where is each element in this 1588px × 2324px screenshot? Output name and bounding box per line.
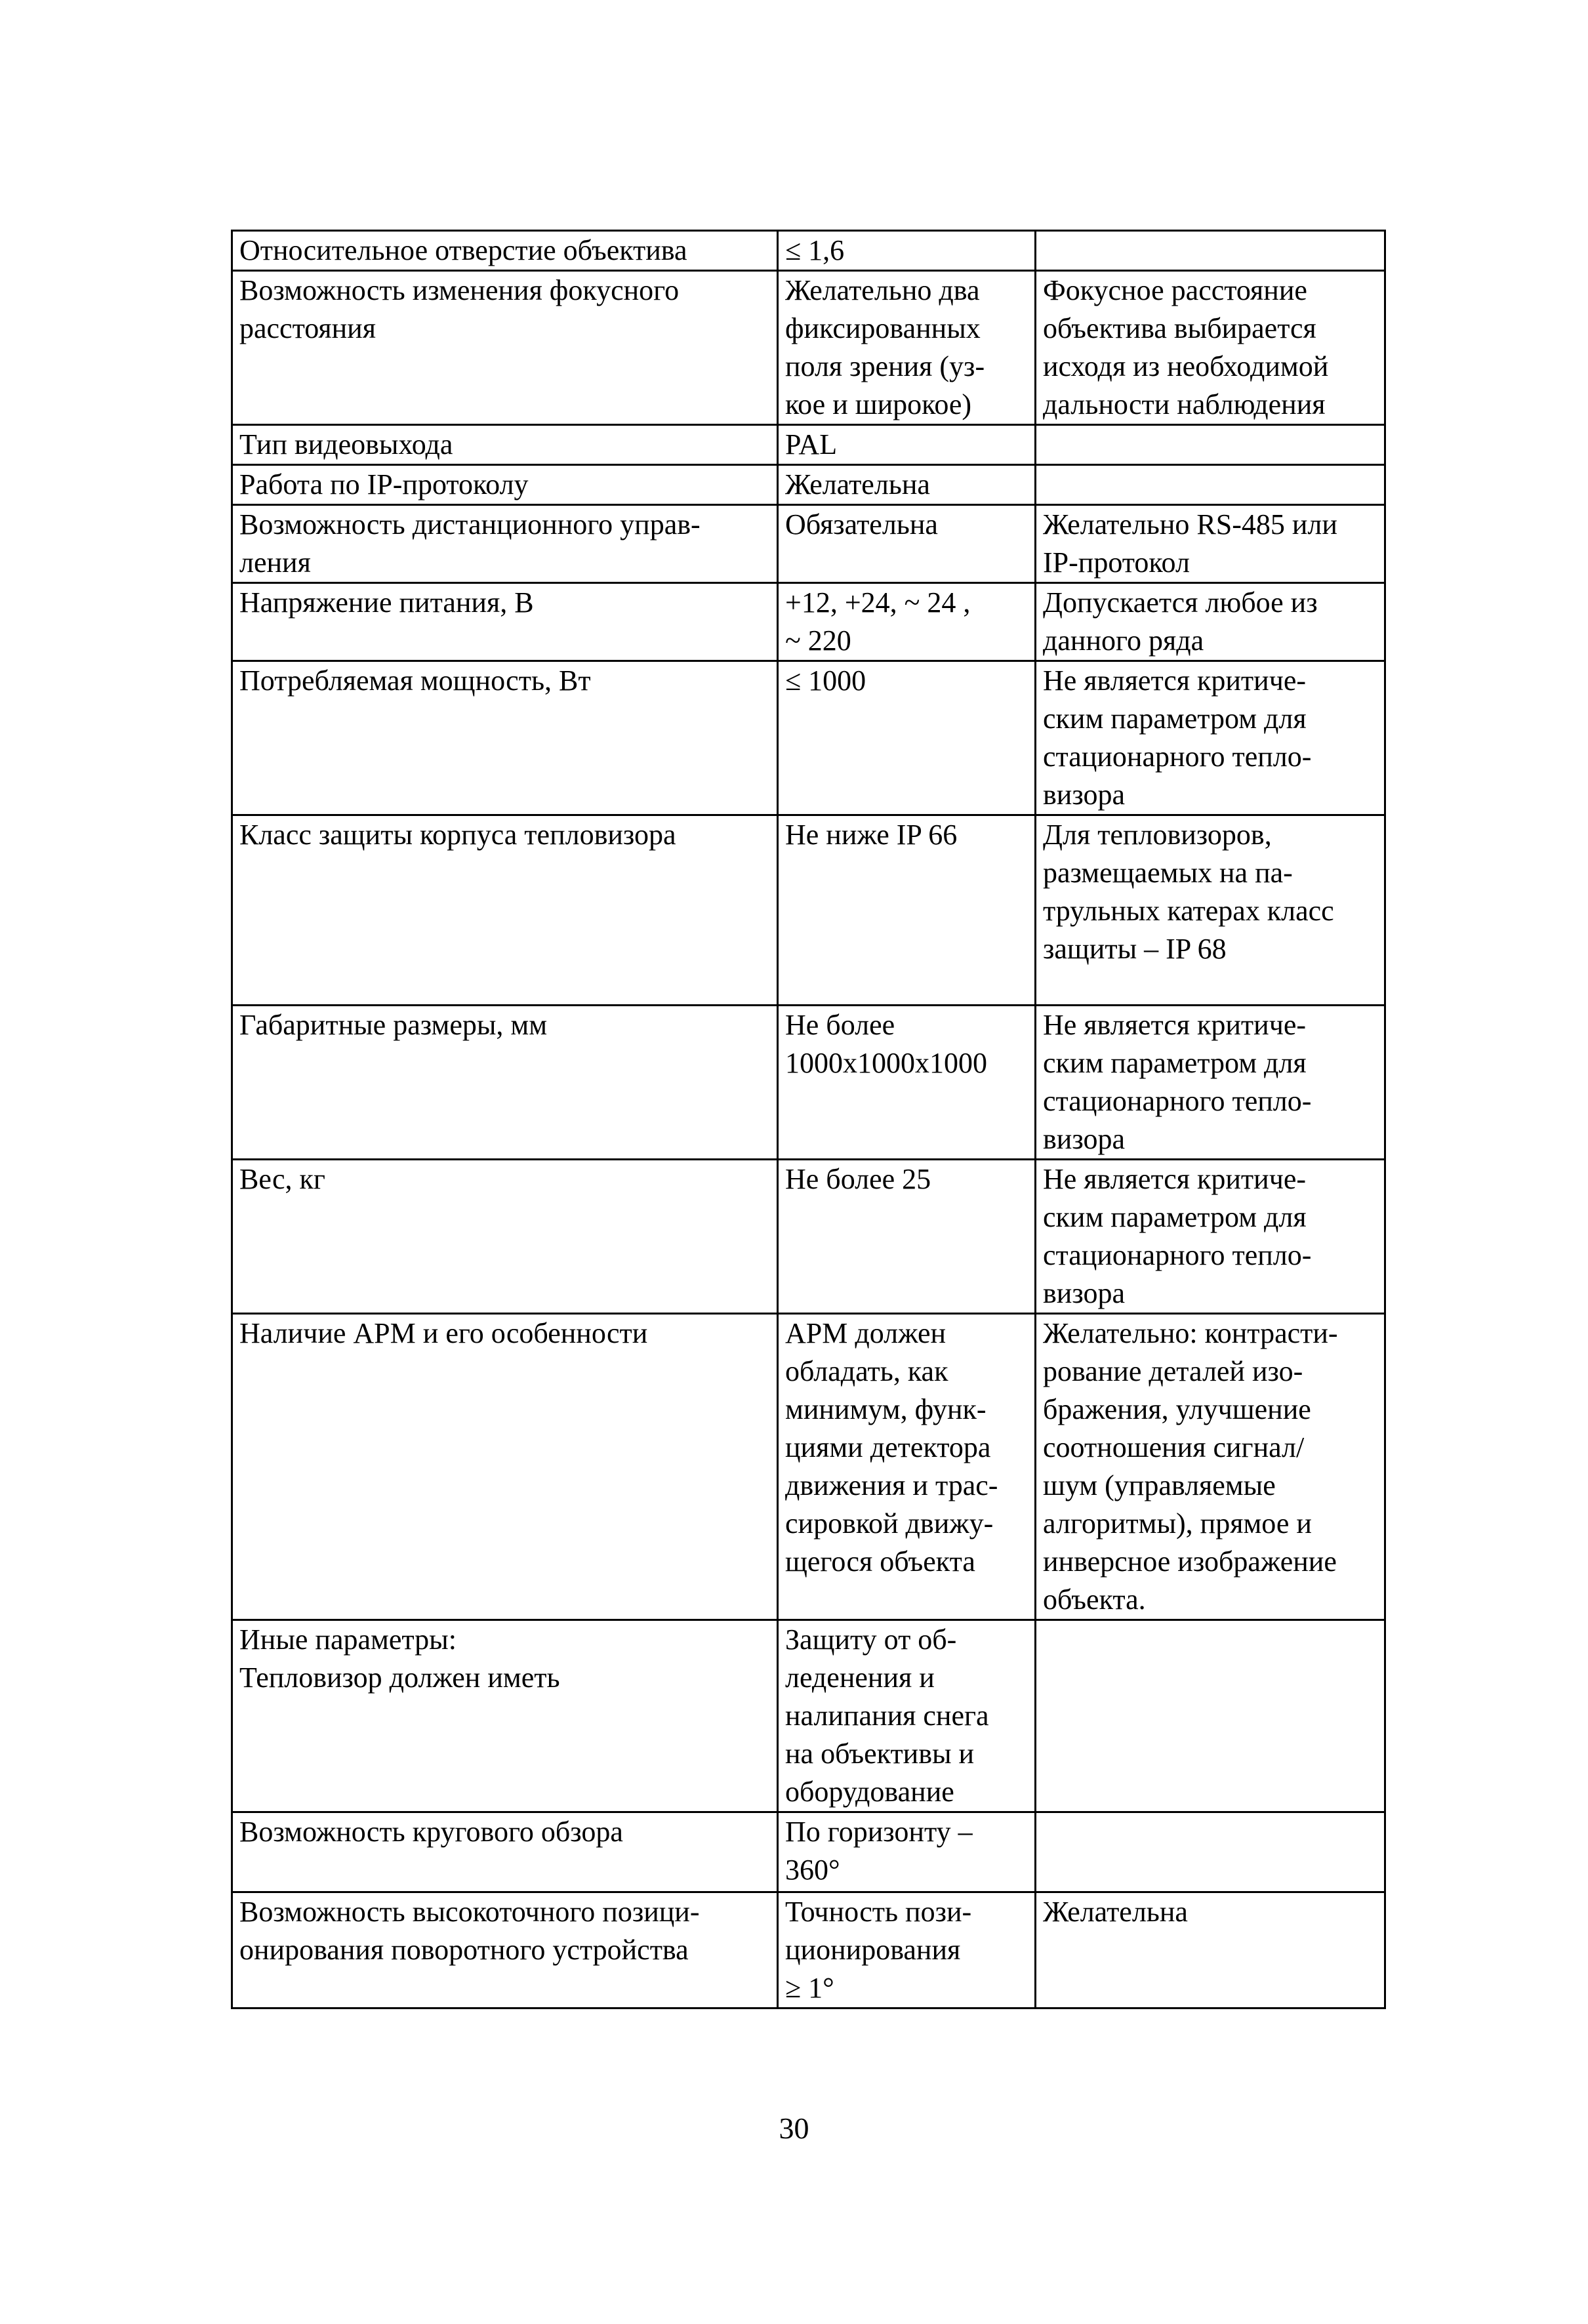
- param-cell: [232, 1160, 778, 1314]
- param-cell: [232, 1620, 778, 1812]
- param-name: Класс защиты корпуса тепловизора: [239, 819, 676, 851]
- table-row: [232, 425, 1385, 465]
- specs-table-body: [232, 231, 1385, 2008]
- param-cell: [232, 1314, 778, 1620]
- value-cell: [778, 505, 1036, 583]
- table-row: [232, 1314, 1385, 1620]
- value-cell: [778, 1620, 1036, 1812]
- note-cell: [1036, 1892, 1385, 2008]
- table-row: [232, 505, 1385, 583]
- param-value: Защиту от об- леденения и налипания снега на объективы и оборудование: [785, 1623, 989, 1808]
- note-cell: [1036, 425, 1385, 465]
- param-name: Возможность изменения фокусного расстояния: [239, 274, 680, 344]
- table-row: [232, 271, 1385, 425]
- param-cell: [232, 1006, 778, 1160]
- value-cell: [778, 815, 1036, 1006]
- param-cell: [232, 1892, 778, 2008]
- param-value: Желательна: [785, 468, 930, 500]
- value-cell: [778, 583, 1036, 661]
- value-cell: [778, 231, 1036, 271]
- param-note: Допускается любое из данного ряда: [1043, 586, 1318, 657]
- note-cell: [1036, 815, 1385, 1006]
- param-cell: [232, 505, 778, 583]
- table-row: [232, 1160, 1385, 1314]
- table-row: [232, 1006, 1385, 1160]
- param-cell: [232, 583, 778, 661]
- param-value: +12, +24, ~ 24 , ~ 220: [785, 586, 971, 657]
- table-row: [232, 1892, 1385, 2008]
- param-note: Желательно: контрасти- рование деталей изо- бражения, улучшение соотношения сигнал/ шум (управляемые алгоритмы), прямое и инверсное изображение объекта.: [1043, 1317, 1338, 1616]
- param-cell: [232, 815, 778, 1006]
- note-cell: [1036, 505, 1385, 583]
- param-name: Наличие АРМ и его особенности: [239, 1317, 648, 1349]
- param-value: ≤ 1000: [785, 664, 866, 697]
- param-name: Потребляемая мощность, Вт: [239, 664, 591, 697]
- value-cell: [778, 1314, 1036, 1620]
- param-value: Обязательна: [785, 508, 938, 540]
- value-cell: [778, 1160, 1036, 1314]
- note-cell: [1036, 1812, 1385, 1892]
- param-value: PAL: [785, 428, 838, 460]
- param-value: Точность пози- ционирования ≥ 1°: [785, 1896, 972, 2004]
- param-note: Не является критиче- ским параметром для стационарного тепло- визора: [1043, 664, 1312, 811]
- param-value: Не ниже IP 66: [785, 819, 958, 851]
- param-value: ≤ 1,6: [785, 234, 845, 266]
- param-value: Не более 25: [785, 1163, 931, 1195]
- param-value: Не более 1000х1000х1000: [785, 1009, 987, 1079]
- param-cell: [232, 1812, 778, 1892]
- value-cell: [778, 1892, 1036, 2008]
- note-cell: [1036, 271, 1385, 425]
- table-row: [232, 583, 1385, 661]
- table-row: [232, 231, 1385, 271]
- param-name: Возможность дистанционного управ- ления: [239, 508, 701, 579]
- param-value: АРМ должен обладать, как минимум, функ- циями детектора движения и трас- сировкой движу- щегося объекта: [785, 1317, 998, 1578]
- param-note: Для тепловизоров, размещаемых на па- трульных катерах класс защиты – IP 68: [1043, 819, 1334, 965]
- note-cell: [1036, 1006, 1385, 1160]
- note-cell: [1036, 583, 1385, 661]
- page-number: 30: [779, 2111, 809, 2145]
- param-name: Тип видеовыхода: [239, 428, 453, 460]
- note-cell: [1036, 1620, 1385, 1812]
- param-cell: [232, 465, 778, 505]
- param-name: Возможность высокоточного позици- онирования поворотного устройства: [239, 1896, 700, 1966]
- table-row: [232, 1812, 1385, 1892]
- param-cell: [232, 271, 778, 425]
- note-cell: [1036, 661, 1385, 815]
- table-row: [232, 465, 1385, 505]
- param-cell: [232, 231, 778, 271]
- value-cell: [778, 271, 1036, 425]
- table-row: [232, 815, 1385, 1006]
- param-note: Не является критиче- ским параметром для стационарного тепло- визора: [1043, 1163, 1312, 1309]
- param-note: Не является критиче- ским параметром для стационарного тепло- визора: [1043, 1009, 1312, 1155]
- param-name: Относительное отверстие объектива: [239, 234, 687, 266]
- param-name: Габаритные размеры, мм: [239, 1009, 548, 1041]
- param-name: Вес, кг: [239, 1163, 325, 1195]
- value-cell: [778, 661, 1036, 815]
- param-value: По горизонту – 360°: [785, 1816, 973, 1886]
- param-name: Работа по IP-протоколу: [239, 468, 529, 500]
- param-note: Желательно RS-485 или IP-протокол: [1043, 508, 1337, 579]
- param-note: Фокусное расстояние объектива выбирается исходя из необходимой дальности наблюдения: [1043, 274, 1329, 420]
- param-value: Желательно два фиксированных поля зрения (уз- кое и широкое): [785, 274, 985, 420]
- value-cell: [778, 425, 1036, 465]
- param-cell: [232, 661, 778, 815]
- param-name: Возможность кругового обзора: [239, 1816, 623, 1848]
- note-cell: [1036, 465, 1385, 505]
- note-cell: [1036, 1314, 1385, 1620]
- param-note: Желательна: [1043, 1896, 1188, 1928]
- table-row: [232, 661, 1385, 815]
- param-name: Иные параметры: Тепловизор должен иметь: [239, 1623, 560, 1694]
- specs-table: [231, 230, 1386, 2009]
- value-cell: [778, 465, 1036, 505]
- table-row: [232, 1620, 1385, 1812]
- note-cell: [1036, 1160, 1385, 1314]
- note-cell: [1036, 231, 1385, 271]
- value-cell: [778, 1006, 1036, 1160]
- param-name: Напряжение питания, В: [239, 586, 534, 619]
- value-cell: [778, 1812, 1036, 1892]
- param-cell: [232, 425, 778, 465]
